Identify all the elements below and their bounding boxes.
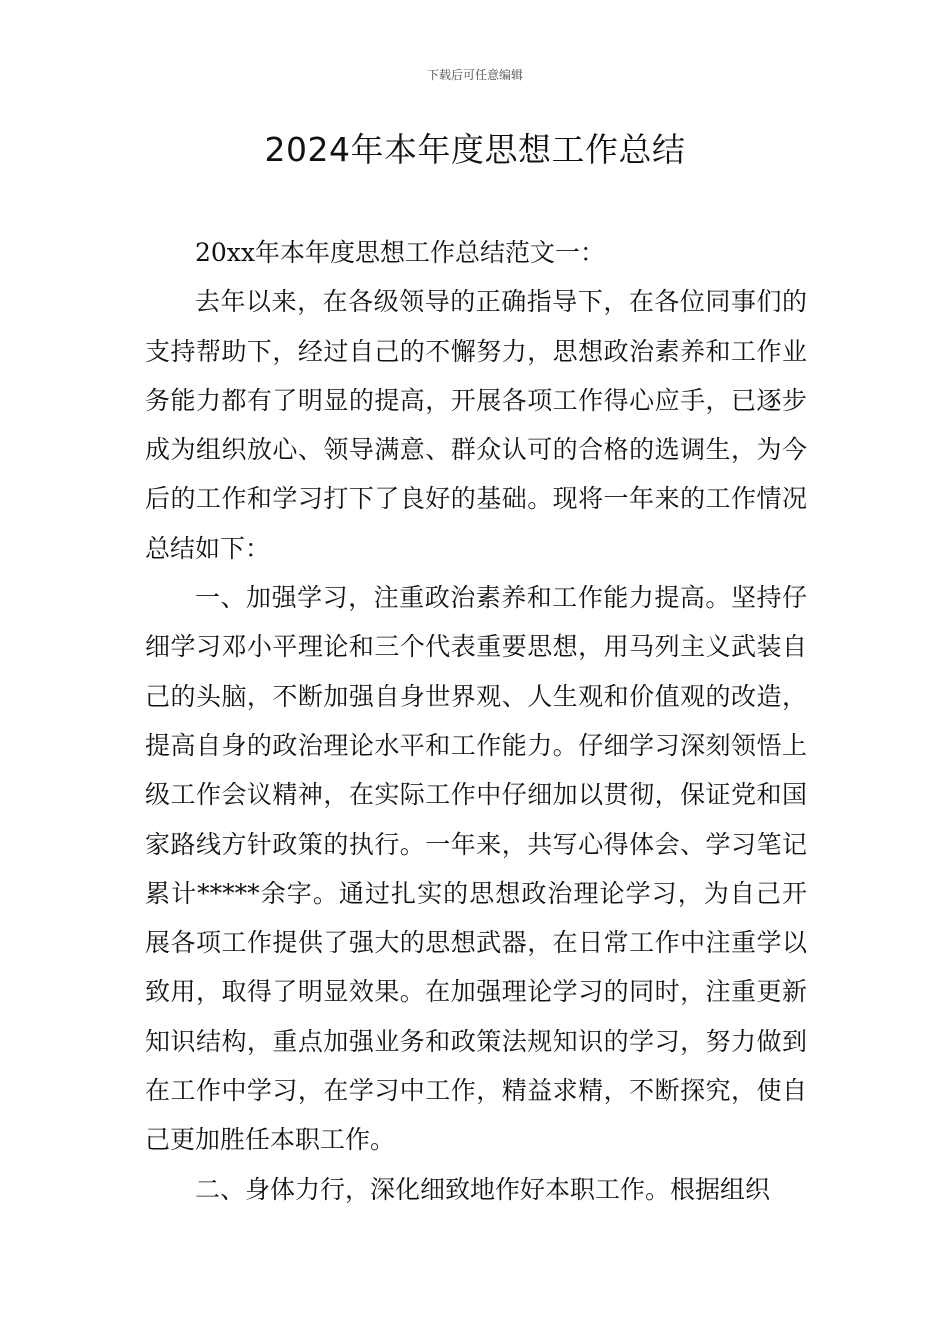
paragraph-intro: 20xx年本年度思想工作总结范文一：	[195, 238, 606, 267]
paragraph-overview: 去年以来，在各级领导的正确指导下，在各位同事们的支持帮助下，经过自己的不懈努力，思想政治素养和工作业务能力都有了明显的提高，开展各项工作得心应手，已逐步成为组织放心、领导满意、群众认可的合格的选调生，为今后的工作和学习打下了良好的基础。现将一年来的工作情况总结如下：	[145, 287, 807, 563]
document-body	[145, 228, 807, 1214]
paragraph-section-one: 一、加强学习，注重政治素养和工作能力提高。坚持仔细学习邓小平理论和三个代表重要思想，用马列主义武装自己的头脑，不断加强自身世界观、人生观和价值观的改造，提高自身的政治理论水平和工作能力。仔细学习深刻领悟上级工作会议精神，在实际工作中仔细加以贯彻，保证党和国家路线方针政策的执行。一年来，共写心得体会、学习笔记累计*****余字。通过扎实的思想政治理论学习，为自己开展各项工作提供了强大的思想武器，在日常工作中注重学以致用，取得了明显效果。在加强理论学习的同时，注重更新知识结构，重点加强业务和政策法规知识的学习，努力做到在工作中学习，在学习中工作，精益求精，不断探究，使自己更加胜任本职工作。	[145, 583, 807, 1155]
document-title: 2024年本年度思想工作总结	[264, 130, 686, 169]
header-note: 下载后可任意编辑	[426, 68, 523, 82]
paragraph-section-two: 二、身体力行，深化细致地作好本职工作。根据组织	[195, 1174, 771, 1204]
